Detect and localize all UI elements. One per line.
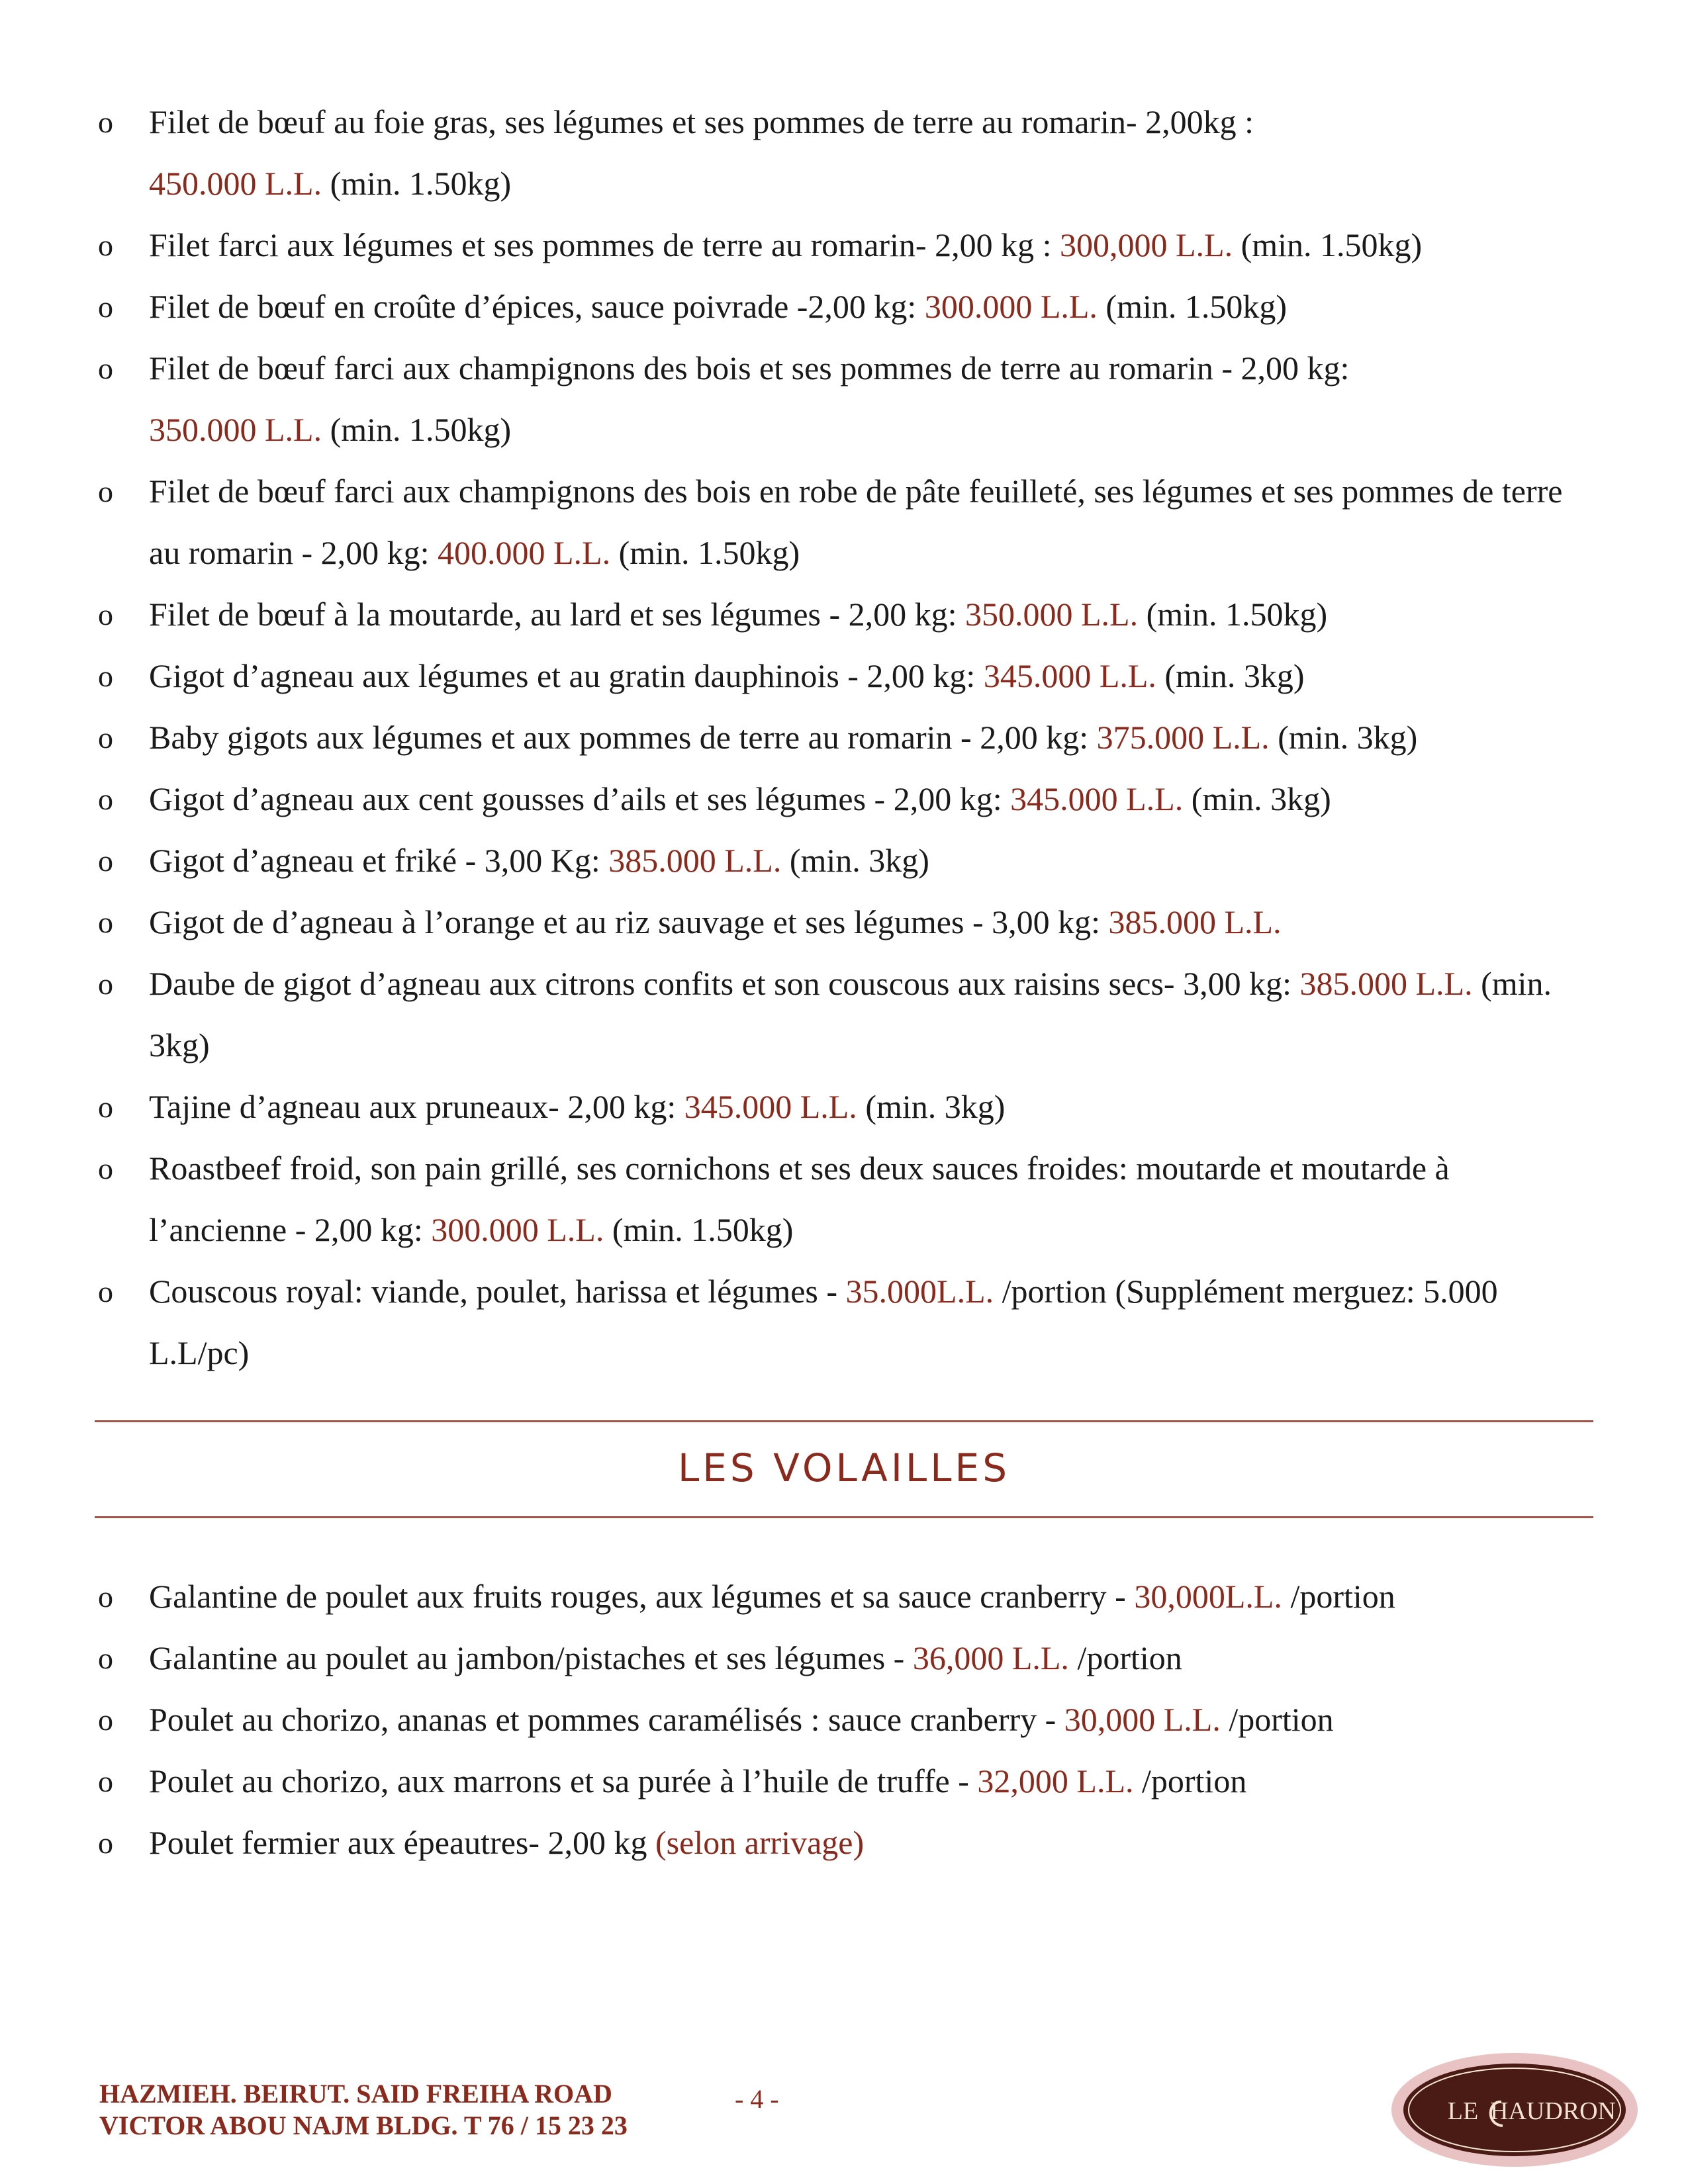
bullet-icon: o	[98, 1152, 113, 1185]
dish-note: /portion	[1068, 1639, 1182, 1676]
menu-item	[0, 830, 1688, 891]
bullet-icon: o	[98, 1764, 113, 1798]
menu-item	[0, 891, 1688, 953]
section-divider-bottom	[95, 1516, 1593, 1518]
bullet-icon: o	[98, 105, 113, 139]
dish-note: (min. 1.50kg)	[1138, 596, 1328, 633]
dish-price: 345.000 L.L.	[684, 1088, 857, 1125]
dish-price: 350.000 L.L.	[965, 596, 1139, 633]
menu-item	[0, 1076, 1688, 1138]
dish-description: Daube de gigot d’agneau aux citrons confits et son couscous aux raisins secs- 3,00 kg:	[149, 965, 1300, 1002]
dish-price: 36,000 L.L.	[912, 1639, 1069, 1676]
dish-price: 35.000L.L.	[845, 1273, 994, 1310]
dish-price: 345.000 L.L.	[983, 657, 1156, 694]
bullet-icon: o	[98, 1641, 113, 1675]
bullet-icon: o	[98, 598, 113, 631]
dish-note: (min. 3kg)	[149, 965, 1552, 1064]
menu-item	[0, 1261, 1688, 1384]
bullet-icon: o	[98, 351, 113, 385]
menu-item	[0, 1812, 1688, 1874]
dish-price: 30,000 L.L.	[1064, 1701, 1221, 1738]
dish-price: 385.000 L.L.	[1299, 965, 1473, 1002]
bullet-icon: o	[98, 1275, 113, 1308]
dish-note: (min. 3kg)	[857, 1088, 1006, 1125]
dish-note: (min. 3kg)	[1156, 657, 1305, 694]
dish-description: Gigot d’agneau et friké - 3,00 Kg:	[149, 842, 609, 879]
dish-price: 300.000 L.L.	[431, 1211, 604, 1248]
dish-note: (min. 1.50kg)	[1233, 226, 1423, 263]
dish-note: (min. 1.50kg)	[322, 411, 512, 448]
dish-price: 385.000 L.L.	[608, 842, 782, 879]
bullet-icon: o	[98, 782, 113, 816]
bullet-icon: o	[98, 1090, 113, 1124]
dish-note: (min. 1.50kg)	[610, 534, 800, 571]
le-chaudron-logo	[1389, 2050, 1640, 2169]
dish-description: Baby gigots aux légumes et aux pommes de terre au romarin - 2,00 kg:	[149, 719, 1097, 756]
dish-description: Galantine au poulet au jambon/pistaches et ses légumes -	[149, 1639, 913, 1676]
dish-price: 32,000 L.L.	[977, 1762, 1134, 1799]
dish-note: (min. 3kg)	[1269, 719, 1418, 756]
dish-description: Couscous royal: viande, poulet, harissa et légumes -	[149, 1273, 846, 1310]
dish-note: /portion	[1133, 1762, 1247, 1799]
dish-price: 345.000 L.L.	[1010, 780, 1184, 817]
dish-note: (min. 1.50kg)	[1097, 288, 1288, 325]
dish-price: 300.000 L.L.	[924, 288, 1098, 325]
menu-item	[0, 768, 1688, 830]
menu-item	[0, 1689, 1688, 1751]
bullet-icon: o	[98, 844, 113, 878]
dish-description: Filet de bœuf à la moutarde, au lard et ses légumes - 2,00 kg:	[149, 596, 966, 633]
menu-item	[0, 461, 1688, 584]
dish-description: Filet de bœuf au foie gras, ses légumes et ses pommes de terre au romarin- 2,00kg :	[149, 103, 1254, 140]
menu-item	[0, 1138, 1688, 1261]
dish-price: 350.000 L.L.	[149, 411, 322, 448]
dish-price: (selon arrivage)	[655, 1824, 865, 1861]
menu-item	[0, 1751, 1688, 1812]
dish-note: /portion	[1282, 1578, 1395, 1615]
section-title: LES VOLAILLES	[677, 1445, 1011, 1490]
dish-price: 375.000 L.L.	[1096, 719, 1270, 756]
footer-address	[99, 2078, 628, 2142]
dish-description: Galantine de poulet aux fruits rouges, aux légumes et sa sauce cranberry -	[149, 1578, 1135, 1615]
address-line-2: VICTOR ABOU NAJM BLDG. T 76 / 15 23 23	[99, 2111, 628, 2140]
dish-price: 30,000L.L.	[1134, 1578, 1282, 1615]
bullet-icon: o	[98, 905, 113, 939]
dish-description: Filet de bœuf en croûte d’épices, sauce poivrade -2,00 kg:	[149, 288, 925, 325]
dish-description: Gigot d’agneau aux cent gousses d’ails et ses légumes - 2,00 kg:	[149, 780, 1011, 817]
bullet-icon: o	[98, 228, 113, 262]
bullet-icon: o	[98, 475, 113, 508]
bullet-icon: o	[98, 1580, 113, 1614]
dish-note: (min. 3kg)	[1183, 780, 1331, 817]
menu-item	[0, 953, 1688, 1076]
menu-item	[0, 1627, 1688, 1689]
dish-description: Poulet au chorizo, ananas et pommes caramélisés : sauce cranberry -	[149, 1701, 1064, 1738]
meat-dishes-list	[0, 91, 1688, 1384]
bullet-icon: o	[98, 721, 113, 754]
dish-note: (min. 1.50kg)	[604, 1211, 794, 1248]
logo-text-right: HAUDRON	[1490, 2097, 1616, 2125]
dish-description: Filet de bœuf farci aux champignons des bois et ses pommes de terre au romarin - 2,00 kg:	[149, 349, 1350, 387]
dish-note: (min. 3kg)	[781, 842, 929, 879]
menu-item	[0, 214, 1688, 276]
logo-text-left: LE	[1447, 2097, 1479, 2125]
dish-note: /portion	[1220, 1701, 1334, 1738]
menu-item	[0, 1566, 1688, 1627]
dish-note: (min. 1.50kg)	[322, 165, 512, 202]
dish-price: 385.000 L.L.	[1108, 903, 1282, 940]
menu-item	[0, 584, 1688, 645]
bullet-icon: o	[98, 290, 113, 324]
dish-price: 400.000 L.L.	[438, 534, 611, 571]
dish-description: Poulet fermier aux épeautres- 2,00 kg	[149, 1824, 656, 1861]
dish-description: Filet farci aux légumes et ses pommes de terre au romarin- 2,00 kg :	[149, 226, 1060, 263]
poultry-dishes-list	[0, 1566, 1688, 1874]
dish-description: Gigot de d’agneau à l’orange et au riz sauvage et ses légumes - 3,00 kg:	[149, 903, 1109, 940]
section-divider-top	[95, 1420, 1593, 1422]
address-line-1: HAZMIEH. BEIRUT. SAID FREIHA ROAD	[99, 2079, 612, 2109]
bullet-icon: o	[98, 659, 113, 693]
dish-description: Gigot d’agneau aux légumes et au gratin dauphinois - 2,00 kg:	[149, 657, 984, 694]
dish-price: 450.000 L.L.	[149, 165, 322, 202]
page-number: - 4 -	[735, 2084, 779, 2114]
dish-description: Roastbeef froid, son pain grillé, ses cornichons et ses deux sauces froides: moutarde et moutarde à l’ancienne - 2,00 kg:	[149, 1150, 1450, 1248]
bullet-icon: o	[98, 1703, 113, 1737]
dish-note: /portion (Supplément merguez: 5.000 L.L/pc)	[149, 1273, 1498, 1371]
dish-description: Filet de bœuf farci aux champignons des bois en robe de pâte feuilleté, ses légumes et ses pommes de terre au romarin - 2,00 kg:	[149, 473, 1563, 571]
menu-item	[0, 707, 1688, 768]
dish-description: Tajine d’agneau aux pruneaux- 2,00 kg:	[149, 1088, 684, 1125]
dish-description: Poulet au chorizo, aux marrons et sa purée à l’huile de truffe -	[149, 1762, 978, 1799]
bullet-icon: o	[98, 1826, 113, 1860]
menu-item	[0, 645, 1688, 707]
menu-item	[0, 276, 1688, 338]
menu-item	[0, 338, 1688, 461]
bullet-icon: o	[98, 967, 113, 1001]
menu-item	[0, 91, 1688, 214]
dish-price: 300,000 L.L.	[1059, 226, 1233, 263]
